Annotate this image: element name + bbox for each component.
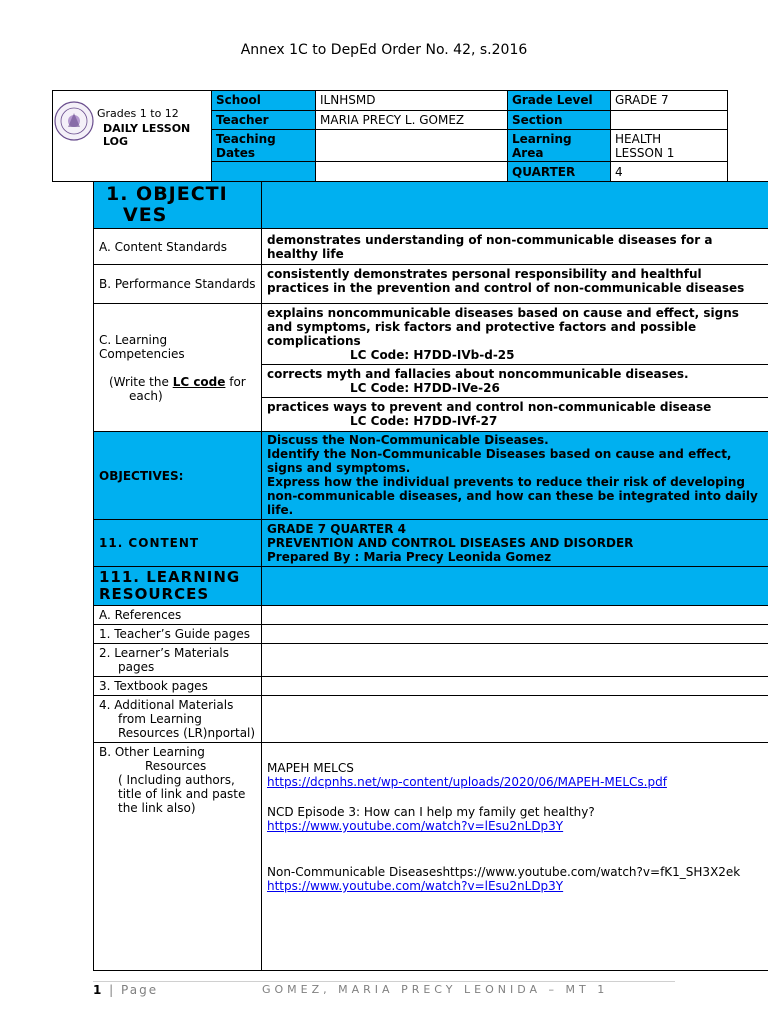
school-value: ILNHSMD <box>316 91 508 111</box>
lc-note-pre: (Write the <box>109 374 173 389</box>
resource-2-link[interactable]: https://www.youtube.com/watch?v=lEsu2nLDp3Y <box>267 819 564 833</box>
objectives-label: OBJECTIVES: <box>94 432 262 520</box>
other-resources-line-3: ( Including authors, <box>118 773 235 787</box>
content-line-3: Prepared By : Maria Precy Leonida Gomez <box>267 550 552 564</box>
additional-materials-value <box>262 696 768 743</box>
teaching-dates-value <box>316 130 508 162</box>
quarter-label: QUARTER <box>508 162 611 182</box>
content-lines <box>262 520 768 567</box>
objective-3: Express how the individual prevents to reduce their risk of developing non-communicable diseases, and how can these be integrated into daily life. <box>267 475 758 517</box>
resources-heading-line-2: RESOURCES <box>99 585 210 603</box>
competency-1-text: explains noncommunicable diseases based on cause and effect, signs and symptoms, risk factors and protective factors and possible complications <box>267 306 739 348</box>
other-resources-line-1: B. Other Learning <box>99 745 205 759</box>
grades-label: Grades 1 to 12 <box>97 107 179 120</box>
lc-code-note <box>99 375 256 389</box>
footer-page-number: 1 <box>93 983 104 997</box>
textbook-value <box>262 677 768 696</box>
resource-3-link[interactable]: https://www.youtube.com/watch?v=lEsu2nLDp3Y <box>267 879 564 893</box>
objective-1: Discuss the Non-Communicable Diseases. <box>267 433 549 447</box>
resource-1-title: MAPEH MELCS <box>267 761 354 775</box>
references-value <box>262 606 768 625</box>
learning-area-line-2: LESSON 1 <box>615 145 675 160</box>
annex-title: Annex 1C to DepEd Order No. 42, s.2016 <box>240 42 528 58</box>
other-resources-line-2: Resources <box>145 759 207 773</box>
competency-3 <box>262 398 768 432</box>
grade-level-value: GRADE 7 <box>611 91 728 111</box>
lc-note-each: each) <box>129 388 163 403</box>
grade-level-label: Grade Level <box>508 91 611 111</box>
school-label: School <box>212 91 316 111</box>
additional-materials-line-3: Resources (LR)nportal) <box>118 726 256 740</box>
learning-area-value <box>611 130 728 162</box>
objectives-heading-blank <box>262 182 768 229</box>
footer-author: GOMEZ, MARIA PRECY LEONIDA – MT 1 <box>262 983 609 996</box>
other-resources-line-5: the link also) <box>118 801 196 815</box>
resource-2-title: NCD Episode 3: How can I help my family get healthy? <box>267 805 595 819</box>
competency-1 <box>262 304 768 365</box>
references-label: A. References <box>94 606 262 625</box>
learners-materials-line-1: 2. Learner’s Materials <box>99 646 230 660</box>
lc-note-post: for <box>225 374 246 389</box>
logo-cell <box>53 91 212 182</box>
learning-area-label: Learning Area <box>508 130 611 162</box>
competency-3-text: practices ways to prevent and control non-communicable disease <box>267 400 712 414</box>
objectives-list <box>262 432 768 520</box>
footer-page <box>93 983 158 997</box>
competency-2-text: corrects myth and fallacies about noncommunicable diseases. <box>267 367 689 381</box>
other-resources-label <box>94 743 262 971</box>
objectives-heading-line-2: VES <box>123 204 168 226</box>
other-resources-line-4: title of link and paste <box>118 787 246 801</box>
learners-materials-label <box>94 644 262 677</box>
resource-3-title: Non-Communicable Diseaseshttps://www.youtube.com/watch?v=fK1_SH3X2ek <box>267 865 741 879</box>
content-standards-value: demonstrates understanding of non-communicable diseases for a healthy life <box>262 229 768 265</box>
additional-materials-label <box>94 696 262 743</box>
blank-cell <box>316 162 508 182</box>
content-line-2: PREVENTION AND CONTROL DISEASES AND DISORDER <box>267 536 634 550</box>
section-label: Section <box>508 110 611 130</box>
content-standards-label: A. Content Standards <box>94 229 262 265</box>
learning-area-line-1: HEALTH <box>615 131 662 146</box>
content-heading: 11. CONTENT <box>94 520 262 567</box>
dll-label: DAILY LESSON LOG <box>103 122 191 148</box>
teachers-guide-value <box>262 625 768 644</box>
lc-note-code: LC code <box>172 374 226 389</box>
additional-materials-line-1: 4. Additional Materials <box>99 698 234 712</box>
resources-heading <box>94 567 262 606</box>
teaching-dates-label: Teaching Dates <box>212 130 316 162</box>
competency-2-code: LC Code: H7DD-IVe-26 <box>350 381 500 395</box>
competency-2 <box>262 365 768 398</box>
content-line-1: GRADE 7 QUARTER 4 <box>267 522 406 536</box>
footer-divider <box>93 981 675 982</box>
section-value <box>611 110 728 130</box>
learning-competencies-label: C. Learning Competencies <box>99 332 185 361</box>
footer-page-label: | Page <box>103 983 159 997</box>
performance-standards-label: B. Performance Standards <box>94 265 262 304</box>
other-resources-value <box>262 743 768 971</box>
resources-heading-blank <box>262 567 768 606</box>
learners-materials-value <box>262 644 768 677</box>
teacher-value: MARIA PRECY L. GOMEZ <box>316 110 508 130</box>
objective-2: Identify the Non-Communicable Diseases based on cause and effect, signs and symptoms. <box>267 447 732 475</box>
resources-heading-line-1: 111. LEARNING <box>99 568 241 586</box>
performance-standards-value: consistently demonstrates personal responsibility and healthful practices in the prevention and control of non-communicable diseases <box>262 265 768 304</box>
lesson-log-table <box>93 181 768 971</box>
header-table <box>52 90 728 182</box>
resource-1-link[interactable]: https://dcpnhs.net/wp-content/uploads/2020/06/MAPEH-MELCs.pdf <box>267 775 667 789</box>
competency-1-code: LC Code: H7DD-IVb-d-25 <box>350 348 515 362</box>
objectives-heading-line-1: 1. OBJECTI <box>106 183 228 205</box>
competency-3-code: LC Code: H7DD-IVf-27 <box>350 414 498 428</box>
learners-materials-line-2: pages <box>118 660 155 674</box>
learning-competencies-label-cell <box>94 304 262 432</box>
objectives-heading <box>94 182 262 229</box>
quarter-value: 4 <box>611 162 728 182</box>
teachers-guide-label: 1. Teacher’s Guide pages <box>94 625 262 644</box>
deped-seal-icon <box>54 101 94 141</box>
additional-materials-line-2: from Learning <box>118 712 202 726</box>
textbook-label: 3. Textbook pages <box>94 677 262 696</box>
teacher-label: Teacher <box>212 110 316 130</box>
blank-blue-cell <box>212 162 316 182</box>
